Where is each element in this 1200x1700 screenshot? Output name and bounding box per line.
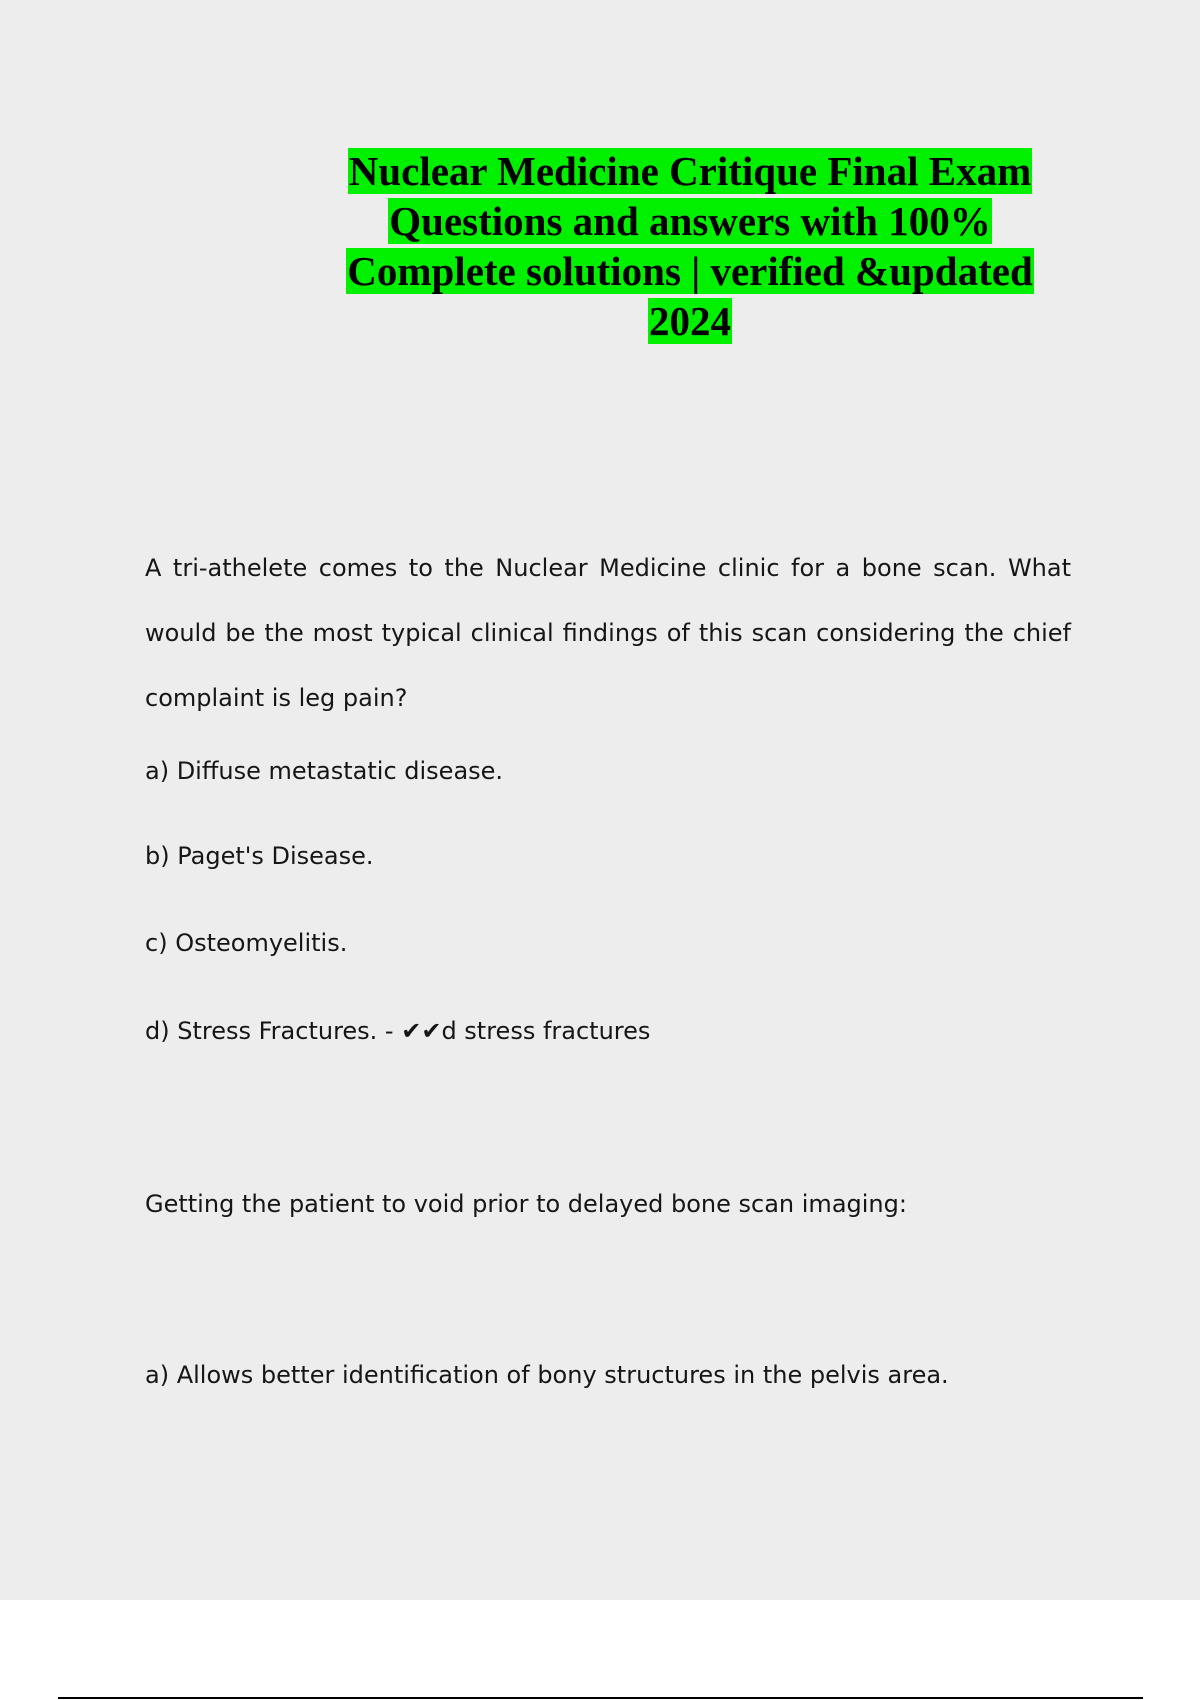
document-title bbox=[260, 146, 1120, 346]
question-1-option-d-c: c) Osteomyelitis. bbox=[145, 929, 348, 957]
footer-divider bbox=[58, 1697, 1143, 1699]
title-line-4: 2024 bbox=[649, 298, 731, 344]
question-1-option-b: b) Paget's Disease. bbox=[145, 842, 374, 870]
question-1-text: A tri-athelete comes to the Nuclear Medicine clinic for a bone scan. What would be the most typical clinical findings of this scan considering the chief complaint is leg pain? bbox=[145, 554, 1071, 712]
title-line-3: Complete solutions | verified &updated bbox=[347, 248, 1033, 294]
question-2-text: Getting the patient to void prior to delayed bone scan imaging: bbox=[145, 1190, 907, 1218]
title-line-1: Nuclear Medicine Critique Final Exam bbox=[348, 148, 1032, 194]
page-footer-area bbox=[0, 1600, 1200, 1700]
question-1-option-d: d) Stress Fractures. - ✔✔d stress fractures bbox=[145, 1017, 651, 1045]
question-1-option-a: a) Diffuse metastatic disease. bbox=[145, 757, 504, 785]
question-2-option-a: a) Allows better identification of bony structures in the pelvis area. bbox=[145, 1361, 949, 1389]
title-line-2: Questions and answers with 100% bbox=[389, 198, 991, 244]
